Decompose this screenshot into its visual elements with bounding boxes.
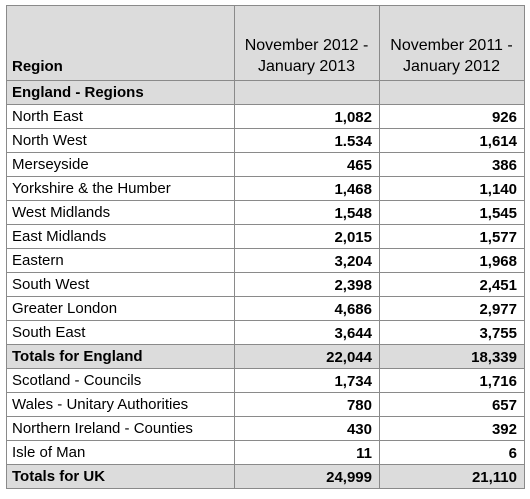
uk-total-row: [7, 465, 525, 489]
region-name-cell: East Midlands: [7, 225, 235, 249]
total-period-2-cell: 18,339: [380, 345, 525, 369]
total-period-2-cell: 21,110: [380, 465, 525, 489]
region-name-cell: Isle of Man: [7, 441, 235, 465]
region-name-cell: Northern Ireland - Counties: [7, 417, 235, 441]
region-column-header: Region: [7, 6, 235, 81]
section-empty-cell: [235, 81, 380, 105]
period-2-value-cell: 6: [380, 441, 525, 465]
total-period-1-cell: 22,044: [235, 345, 380, 369]
period-2-value-cell: 1,614: [380, 129, 525, 153]
england-total-row: [7, 345, 525, 369]
period-2-value-cell: 392: [380, 417, 525, 441]
table-row: [7, 129, 525, 153]
table-row: [7, 273, 525, 297]
period-1-value-cell: 1,468: [235, 177, 380, 201]
total-period-1-cell: 24,999: [235, 465, 380, 489]
period-1-value-cell: 430: [235, 417, 380, 441]
period-1-value-cell: 3,204: [235, 249, 380, 273]
period-1-value-cell: 4,686: [235, 297, 380, 321]
total-label-cell: Totals for England: [7, 345, 235, 369]
table-row: [7, 417, 525, 441]
period-1-value-cell: 11: [235, 441, 380, 465]
table-row: [7, 249, 525, 273]
period-2-value-cell: 1,140: [380, 177, 525, 201]
region-name-cell: Scotland - Councils: [7, 369, 235, 393]
period-1-value-cell: 3,644: [235, 321, 380, 345]
region-name-cell: North West: [7, 129, 235, 153]
region-name-cell: North East: [7, 105, 235, 129]
period-1-column-header: November 2012 - January 2013: [235, 6, 380, 81]
period-1-value-cell: 1,548: [235, 201, 380, 225]
section-title: England - Regions: [7, 81, 235, 105]
period-2-value-cell: 1,968: [380, 249, 525, 273]
region-name-cell: Merseyside: [7, 153, 235, 177]
period-2-value-cell: 926: [380, 105, 525, 129]
table-container: [6, 5, 525, 489]
period-1-value-cell: 780: [235, 393, 380, 417]
region-name-cell: South West: [7, 273, 235, 297]
region-name-cell: Eastern: [7, 249, 235, 273]
table-row: [7, 369, 525, 393]
regional-data-table: [6, 5, 525, 489]
region-name-cell: Yorkshire & the Humber: [7, 177, 235, 201]
table-row: [7, 393, 525, 417]
period-1-value-cell: 1,082: [235, 105, 380, 129]
section-row-england-regions: [7, 81, 525, 105]
region-name-cell: Greater London: [7, 297, 235, 321]
period-1-value-cell: 2,398: [235, 273, 380, 297]
table-row: [7, 153, 525, 177]
period-2-column-header: November 2011 - January 2012: [380, 6, 525, 81]
table-row: [7, 177, 525, 201]
period-2-value-cell: 1,716: [380, 369, 525, 393]
region-name-cell: South East: [7, 321, 235, 345]
period-1-value-cell: 465: [235, 153, 380, 177]
table-row: [7, 225, 525, 249]
period-2-value-cell: 1,545: [380, 201, 525, 225]
period-1-value-cell: 2,015: [235, 225, 380, 249]
table-row: [7, 105, 525, 129]
table-row: [7, 297, 525, 321]
header-row: [7, 6, 525, 81]
period-2-value-cell: 2,451: [380, 273, 525, 297]
period-2-value-cell: 3,755: [380, 321, 525, 345]
period-1-value-cell: 1,734: [235, 369, 380, 393]
table-row: [7, 441, 525, 465]
section-empty-cell: [380, 81, 525, 105]
region-name-cell: West Midlands: [7, 201, 235, 225]
period-2-value-cell: 1,577: [380, 225, 525, 249]
table-row: [7, 321, 525, 345]
period-2-value-cell: 2,977: [380, 297, 525, 321]
period-2-value-cell: 657: [380, 393, 525, 417]
period-2-value-cell: 386: [380, 153, 525, 177]
region-name-cell: Wales - Unitary Authorities: [7, 393, 235, 417]
total-label-cell: Totals for UK: [7, 465, 235, 489]
period-1-value-cell: 1.534: [235, 129, 380, 153]
table-row: [7, 201, 525, 225]
